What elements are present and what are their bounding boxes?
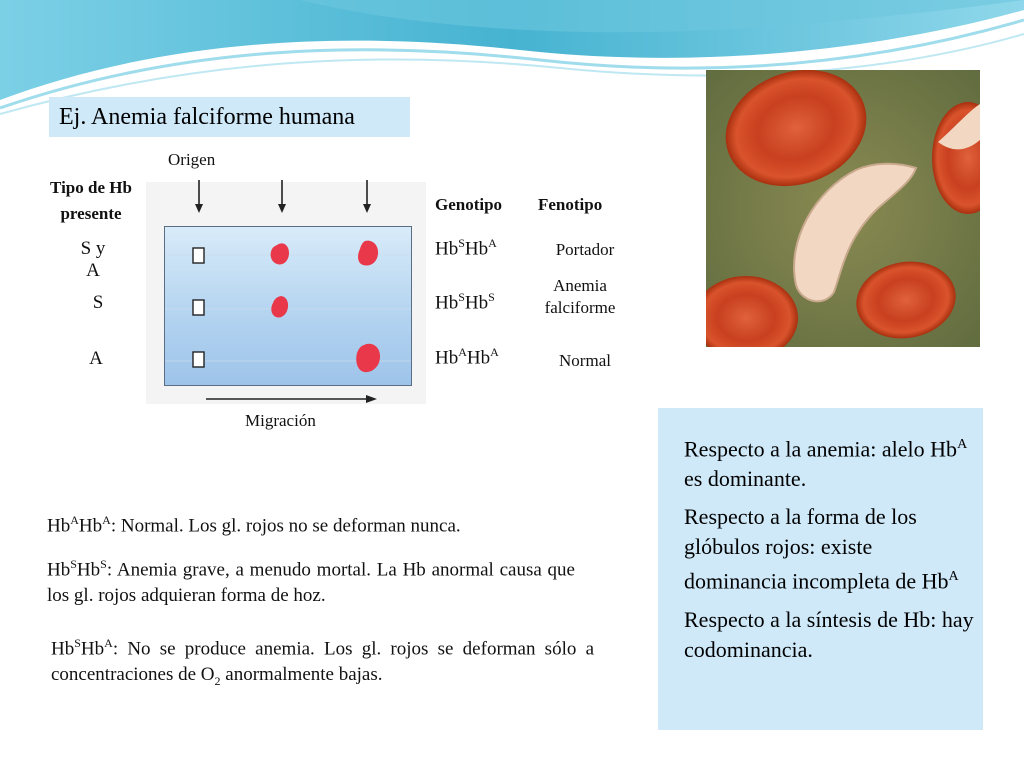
hemoglobin-band-icon — [356, 344, 380, 372]
paragraph-hba-hba: $Hb^AHb^A$: Normal. Los gl. rojos no se deforman nunca. — [47, 513, 461, 537]
hemoglobin-band-icon — [271, 243, 289, 264]
row-label-a: A — [89, 348, 103, 369]
genotype-column-header: Genotipo — [435, 195, 503, 214]
arrow-down-icon — [195, 180, 203, 213]
dominance-summary-box — [658, 408, 986, 730]
slide-title: Ej. Anemia falciforme humana — [49, 97, 410, 137]
row-label-s: S — [92, 292, 104, 313]
origin-label: Origen — [168, 150, 216, 169]
sample-well-icon — [193, 248, 204, 263]
phenotype-column-header: Fenotipo — [538, 195, 603, 214]
genotype-row-2: $Hb^SHb^S$ — [435, 290, 495, 314]
arrow-down-icon — [278, 180, 286, 213]
hb-type-header-line2: presente — [60, 204, 122, 223]
genotype-row-1: $Hb^SHb^A$ — [435, 236, 497, 260]
phenotype-row-2: Anemia falciforme — [544, 276, 616, 317]
genotype-row-3: $Hb^AHb^A$ — [435, 345, 499, 369]
paragraph-hbs-hbs: $Hb^SHb^S$: Anemia grave, a menudo mortal. La Hb anormal causa que los gl. rojos adquieran forma de hoz. — [47, 557, 575, 607]
sample-well-icon — [193, 300, 204, 315]
hb-type-header-line1: Tipo de Hb — [50, 178, 132, 197]
row-label-s-y-a: S y A — [80, 238, 106, 281]
summary-item-anemia: Respecto a la anemia: alelo $Hb^A$ es dominante. — [684, 436, 968, 492]
phenotype-row-1: Portador — [555, 240, 615, 259]
sickle-cell-micrograph — [706, 70, 980, 347]
migration-arrow-icon — [204, 391, 380, 407]
hemoglobin-band-icon — [271, 296, 288, 317]
gel-bands — [165, 227, 411, 385]
origin-arrows — [180, 178, 380, 218]
paragraph-hbs-hba: $Hb^SHb^A$: No se produce anemia. Los gl. rojos se deforman sólo a concentraciones de $O_2$ anormalmente bajas. — [51, 636, 594, 689]
summary-item-cell-shape: Respecto a la forma de los glóbulos rojos: existe dominancia incompleta de $Hb^A$ — [684, 504, 959, 594]
hb-type-header — [30, 175, 152, 227]
hemoglobin-band-icon — [358, 241, 378, 266]
sample-well-icon — [193, 352, 204, 367]
phenotype-row-3: Normal — [559, 351, 611, 370]
gel-plate — [164, 226, 412, 386]
migration-label: Migración — [245, 411, 316, 430]
summary-item-synthesis: Respecto a la síntesis de Hb: hay codominancia. — [684, 606, 974, 662]
arrow-down-icon — [363, 180, 371, 213]
